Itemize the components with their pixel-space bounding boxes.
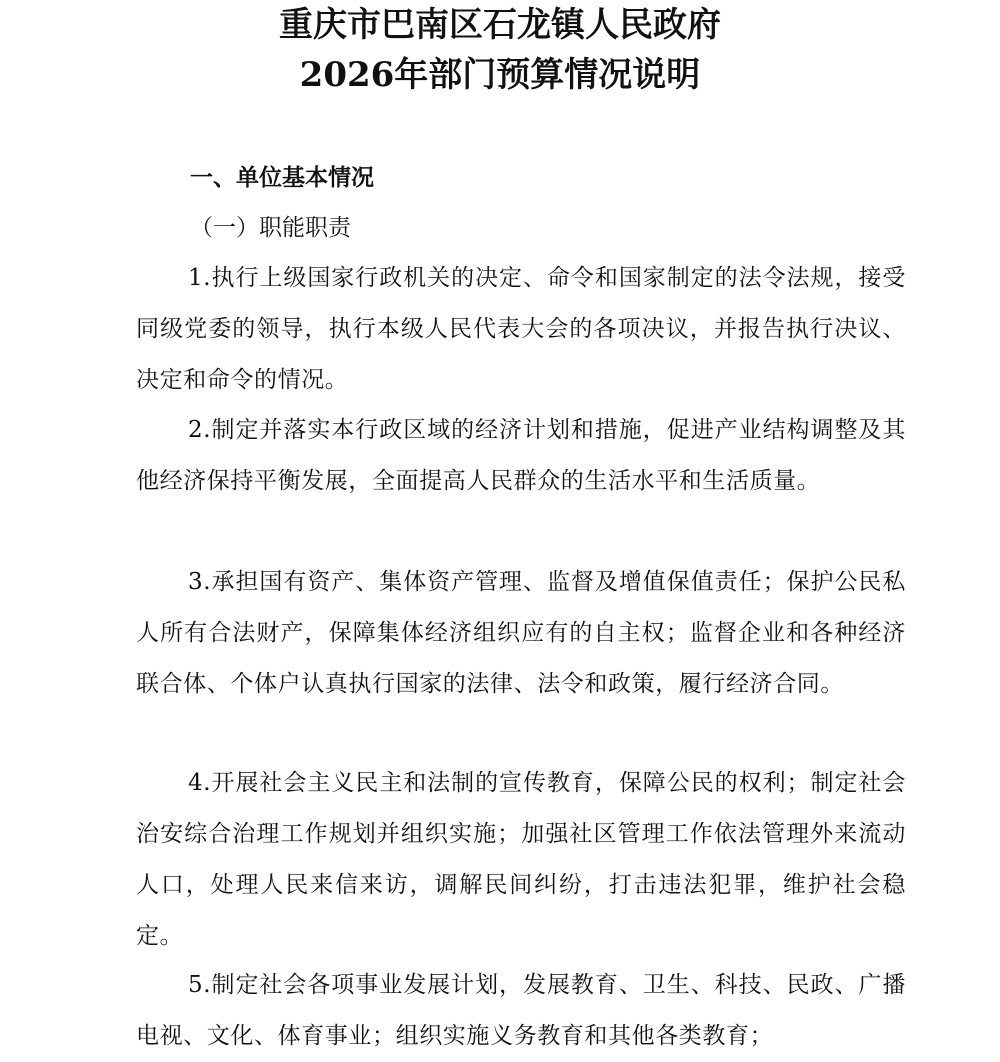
paragraph-2: 2.制定并落实本行政区域的经济计划和措施，促进产业结构调整及其他经济保持平衡发展，全面提高人民群众的生活水平和生活质量。 xyxy=(136,417,906,494)
paragraph-4: 4.开展社会主义民主和法制的宣传教育，保障公民的权利；制定社会治安综合治理工作规划并组织实施；加强社区管理工作依法管理外来流动人口，处理人民来信来访，调解民间纠纷，打击违法犯罪，维护社会稳定。 xyxy=(136,770,906,949)
document-title-line1: 重庆市巴南区石龙镇人民政府 xyxy=(279,5,721,45)
section-heading: 一、单位基本情况 xyxy=(190,164,374,191)
paragraph-3: 3.承担国有资产、集体资产管理、监督及增值保值责任；保护公民私人所有合法财产，保障集体经济组织应有的自主权；监督企业和各种经济联合体、个体户认真执行国家的法律、法令和政策，履行经济合同。 xyxy=(136,569,906,697)
document-title-line2: 2026年部门预算情况说明 xyxy=(299,55,701,95)
subsection-heading: （一）职能职责 xyxy=(190,215,351,241)
paragraph-1: 1.执行上级国家行政机关的决定、命令和国家制定的法令法规，接受同级党委的领导，执行本级人民代表大会的各项决议，并报告执行决议、决定和命令的情况。 xyxy=(136,265,906,393)
paragraph-5: 5.制定社会各项事业发展计划，发展教育、卫生、科技、民政、广播电视、文化、体育事业；组织实施义务教育和其他各类教育； xyxy=(136,972,906,1049)
